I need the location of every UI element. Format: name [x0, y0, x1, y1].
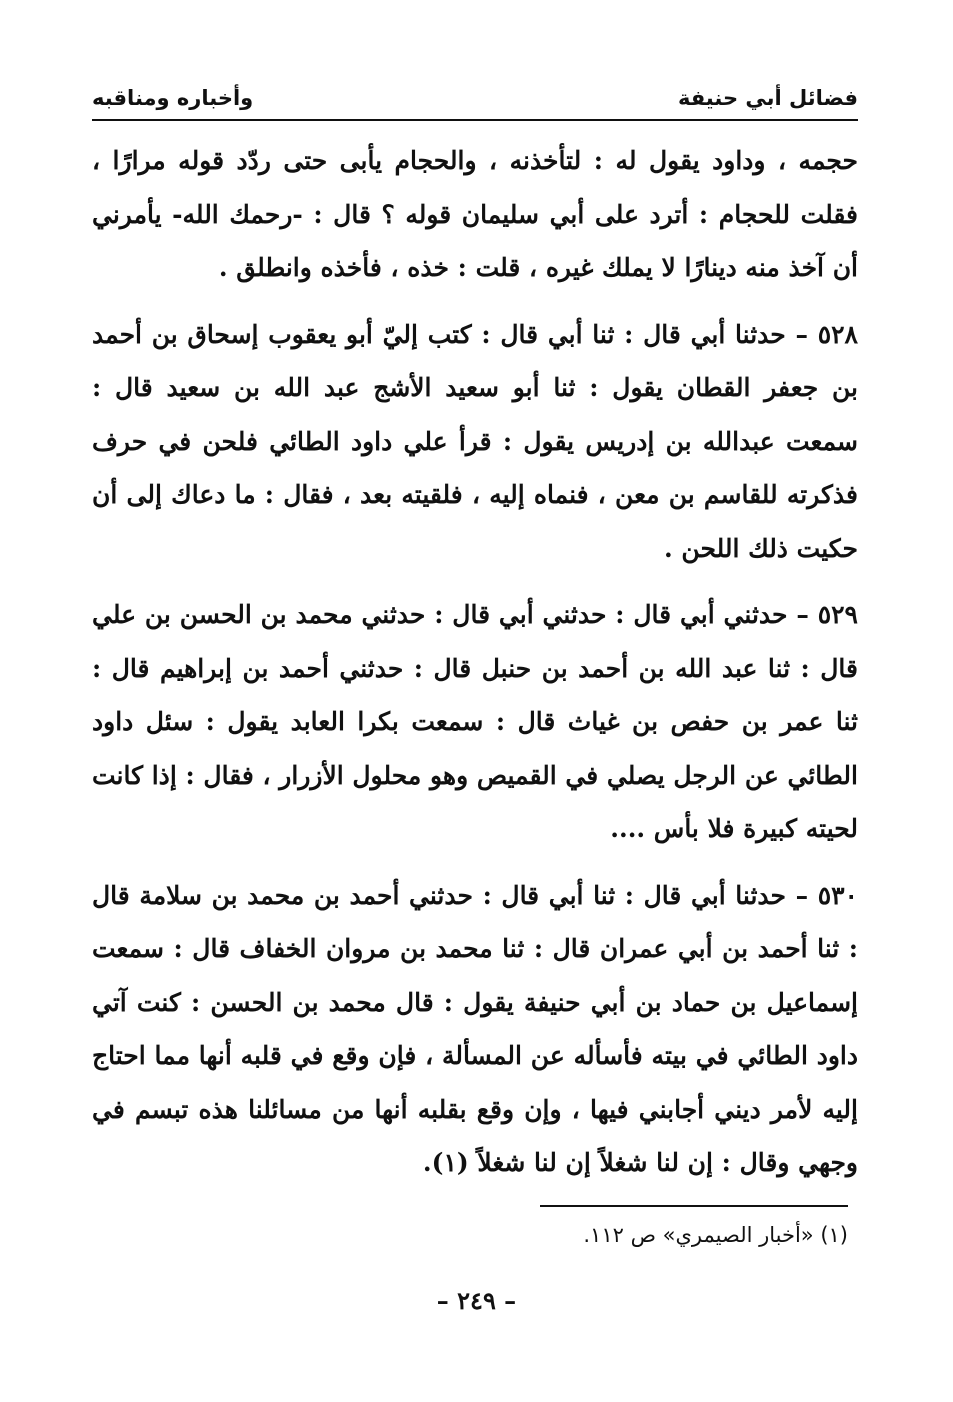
paragraph-529: ٥٢٩ – حدثني أبي قال : حدثني أبي قال : حدثني محمد بن الحسن بن علي قال : ثنا عبد الله بن أحمد بن حنبل قال : حدثني أحمد بن إبراهيم قال : ثنا عمر بن حفص بن غياث قال : سمعت بكرا العابد يقول : سئل داود الطائي عن الرجل يصلي في القميص وهو محلول الأزرار ، فقال : إذا كانت لحيته كبيرة فلا بأس ....	[92, 600, 858, 843]
paragraph-528: ٥٢٨ – حدثنا أبي قال : ثنا أبي قال : كتب إليّ أبو يعقوب إسحاق بن أحمد بن جعفر القطان يقول : ثنا أبو سعيد الأشج عبد الله بن سعيد قال : سمعت عبدالله بن إدريس يقول : قرأ علي داود الطائي فلحن في حرف فذكرته للقاسم بن معن ، فنماه إليه ، فلقيته بعد ، فقال : ما دعاك إلى أن حكيت ذلك اللحن .	[92, 319, 858, 563]
running-header	[92, 70, 858, 110]
paragraph-530: ٥٣٠ – حدثنا أبي قال : ثنا أبي قال : حدثني أحمد بن محمد بن سلامة قال : ثنا أحمد بن أبي عمران قال : ثنا محمد بن مروان الخفاف قال : سمعت إسماعيل بن حماد بن أبي حنيفة يقول : قال محمد بن الحسن : كنت آتي داود الطائي في بيته فأسأله عن المسألة ، فإن وقع في قلبه أنها مما احتاج إليه لأمر ديني أجابني فيها ، وإن وقع بقلبه أنها من مسائلنا هذه تبسم في وجهي وقال : إن لنا شغلاً إن لنا شغلاً (١).	[92, 880, 858, 1177]
header-divider	[92, 119, 858, 121]
footnote-divider	[540, 1205, 848, 1207]
header-book-title: فضائل أبي حنيفة	[677, 86, 858, 110]
page-number: – ٢٤٩ –	[436, 1286, 517, 1315]
footnote: (١) «أخبار الصيمري» ص ١١٢.	[583, 1223, 848, 1247]
header-book-subtitle: وأخباره ومناقبه	[92, 86, 254, 110]
paragraph-continuation: حجمه ، وداود يقول له : لتأخذنه ، والحجام يأبى حتى ردّد قوله مرارًا ، فقلت للحجام : أترد على أبي سليمان قوله ؟ قال : -رحمك الله- يأمرني أن آخذ منه دينارًا لا يملك غيره ، قلت : خذه ، فأخذه وانطلق .	[92, 146, 858, 282]
main-text	[92, 134, 858, 1190]
